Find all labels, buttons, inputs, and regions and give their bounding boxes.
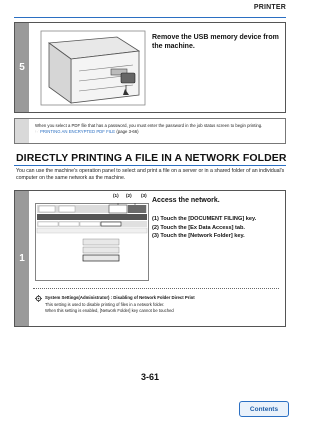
- step-1-box: [14, 190, 286, 327]
- substep-2: (2) Touch the [Ex Data Access] tab.: [152, 224, 245, 231]
- substep-1: (1) Touch the [DOCUMENT FILING] key.: [152, 216, 257, 222]
- settings-separator: [33, 288, 279, 289]
- note-body: When you select a PDF file that has a password, you must enter the password in the job status screen to begin printing.: [35, 123, 263, 128]
- heading-line-2: the machine.: [152, 43, 195, 50]
- heading-line-1: Remove the USB memory device from: [152, 34, 279, 41]
- settings-line-1: This setting is used to disable printing of files in a network folder.: [45, 302, 165, 307]
- usb-removal-illustration: [39, 29, 147, 107]
- gear-icon: [35, 295, 42, 302]
- arrow-icon: ☞: [35, 129, 41, 134]
- note-box: [14, 118, 286, 144]
- page-reference: (page 3-66): [116, 129, 139, 134]
- step-number: 5: [15, 23, 29, 112]
- callout-1: (1): [113, 193, 119, 198]
- contents-button[interactable]: Contents: [239, 401, 289, 417]
- note-reference: [35, 129, 281, 135]
- page-number: 3-61: [140, 372, 159, 382]
- chapter-title: PRINTER: [253, 4, 286, 11]
- section-title: DIRECTLY PRINTING A FILE IN A NETWORK FOLDER: [16, 152, 287, 164]
- intro-line-1: You can use the machine's operation panel to select and print a file on a server or in a shared folder of an individual's: [16, 168, 285, 174]
- section-rule: [14, 165, 286, 166]
- settings-line-2: When this setting is enabled, [Network Folder] key cannot be touched: [45, 308, 174, 313]
- step-number: 1: [15, 191, 29, 326]
- note-bar: [15, 119, 29, 143]
- callout-3: (3): [141, 193, 147, 198]
- section-intro: [16, 168, 286, 183]
- encrypted-pdf-link[interactable]: PRINTING AN ENCRYPTED PDF FILE: [40, 129, 116, 134]
- page-header: [0, 0, 300, 18]
- note-text: [35, 123, 281, 135]
- header-rule: [14, 17, 286, 18]
- callout-2: (2): [126, 193, 132, 198]
- step-1-heading: Access the network.: [152, 197, 220, 204]
- touch-panel-illustration: [35, 203, 149, 281]
- settings-title: System Settings(Administrator) : Disabling of Network Folder Direct Print: [45, 295, 195, 300]
- intro-line-2: computer on the same network as the machine.: [16, 175, 126, 182]
- step-5-heading: [152, 33, 282, 51]
- substep-3: (3) Touch the [Network Folder] key.: [152, 233, 245, 239]
- step-5-box: [14, 22, 286, 113]
- substep-list: [152, 215, 282, 241]
